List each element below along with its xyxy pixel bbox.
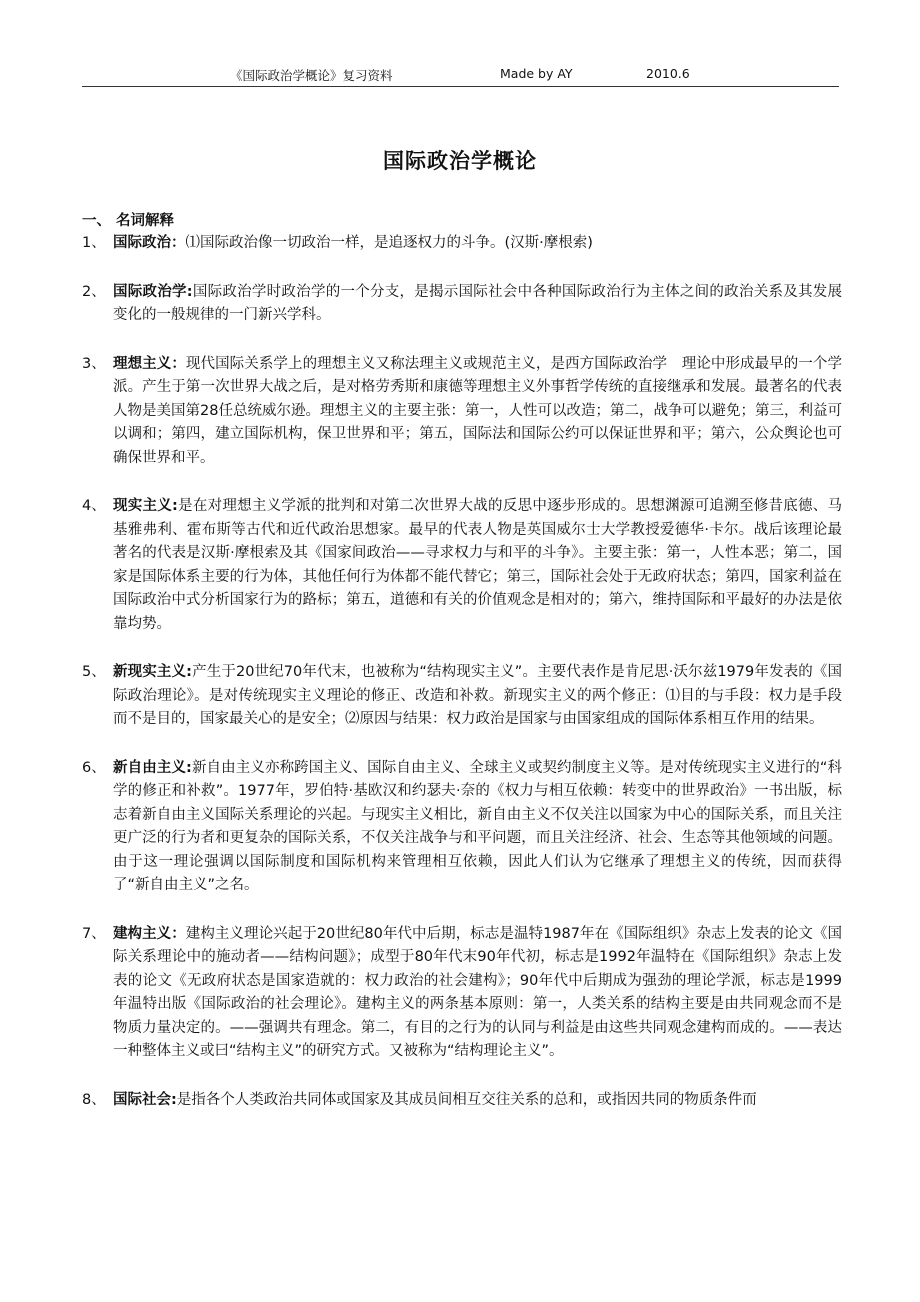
- item-separator: :: [172, 498, 178, 514]
- item-number: 5、: [82, 664, 106, 680]
- list-item: [82, 353, 842, 471]
- page-title: 国际政治学概论: [383, 149, 537, 173]
- item-text: 产生于20世纪70年代末，也被称为“结构现实主义”。主要代表作是肯尼思·沃尔兹1979年发表的《国际政治理论》。是对传统现实主义理论的修正、改造和补救。新现实主义的两个修正：⑴目的与手段：权力是手段而不是目的，国家最关心的是安全；⑵原因与结果：权力政治是国家与由国家组成的国际体系相互作用的结果。: [113, 664, 842, 727]
- item-term: 国际政治: [113, 235, 171, 251]
- item-text: ⑴国际政治像一切政治一样，是追逐权力的斗争。(汉斯·摩根索): [185, 235, 593, 251]
- item-separator: ：: [171, 355, 186, 372]
- item-separator: :: [186, 283, 193, 300]
- item-text: 现代国际关系学上的理想主义又称法理主义或规范主义，是西方国际政治学 理论中形成最早的一个学派。产生于第一次世界大战之后，是对格劳秀斯和康德等理想主义外事哲学传统的直接继承和发展。最著名的代表人物是美国第28任总统威尔逊。理想主义的主要主张：第一，人性可以改造；第二，战争可以避免；第三，利益可以调和；第四，建立国际机构，保卫世界和平；第五，国际法和国际公约可以保证世界和平；第六，公众舆论也可确保世界和平。: [113, 355, 843, 466]
- item-number: 6、: [82, 759, 106, 776]
- list-item: [82, 495, 842, 636]
- item-term: 现实主义: [113, 498, 173, 514]
- header-author: Made by AY: [500, 66, 573, 81]
- item-term: 国际政治学: [113, 283, 187, 300]
- item-term: 理想主义: [113, 355, 172, 372]
- item-number: 3、: [82, 355, 106, 372]
- term-list: [82, 232, 842, 1137]
- item-term: 新自由主义: [113, 759, 187, 776]
- item-text: 是指各个人类政治共同体或国家及其成员间相互交往关系的总和，或指因共同的物质条件而: [176, 1091, 757, 1108]
- item-term: 新现实主义: [113, 664, 187, 680]
- item-term: 国际社会: [113, 1091, 171, 1108]
- item-text: 建构主义理论兴起于20世纪80年代中后期，标志是温特1987年在《国际组织》杂志上发表的论文《国际关系理论中的施动者——结构问题》；成型于80年代末90年代初，标志是1992年温特在《国际组织》杂志上发表的论文《无政府状态是国家造就的：权力政治的社会建构》；90年代中后期成为强劲的理论学派，标志是1999年温特出版《国际政治的社会理论》。建构主义的两条基本原则：第一，人类关系的结构主要是由共同观念而不是物质力量决定的。——强调共有理念。第二，有目的之行为的认同与利益是由这些共同观念建构而成的。——表达一种整体主义或曰“结构主义”的研究方式。又被称为“结构理论主义”。: [113, 925, 842, 1059]
- item-text: 是在对理想主义学派的批判和对第二次世界大战的反思中逐步形成的。思想渊源可追溯至修昔底德、马基雅弗利、霍布斯等古代和近代政治思想家。最早的代表人物是英国威尔士大学教授爱德华·卡尔。战后该理论最著名的代表是汉斯·摩根索及其《国家间政治——寻求权力与和平的斗争》。主要主张：第一，人性本恶；第二，国家是国际体系主要的行为体，其他任何行为体都不能代替它；第三，国际社会处于无政府状态；第四，国家利益在国际政治中式分析国家行为的路标；第五，道德和有关的价值观念是相对的；第六，维持国际和平最好的办法是依靠均势。: [113, 498, 843, 632]
- list-item: [82, 923, 842, 1064]
- item-separator: :: [171, 1091, 177, 1108]
- header-doc-title: 《国际政治学概论》复习资料: [230, 68, 393, 83]
- list-item: [82, 757, 842, 898]
- item-number: 1、: [82, 235, 106, 251]
- item-separator: ：: [171, 925, 186, 942]
- list-item: [82, 281, 842, 328]
- item-number: 8、: [82, 1091, 106, 1108]
- item-text: 新自由主义亦称跨国主义、国际自由主义、全球主义或契约制度主义等。是对传统现实主义进行的“科学的修正和补救”。1977年，罗伯特·基欧汉和约瑟夫·奈的《权力与相互依赖：转变中的世界政治》一书出版，标志着新自由主义国际关系理论的兴起。与现实主义相比，新自由主义不仅关注以国家为中心的国际关系，而且关注更广泛的行为者和更复杂的国际关系，不仅关注战争与和平问题，而且关注经济、社会、生态等其他领域的问题。由于这一理论强调以国际制度和国际机构来管理相互依赖，因此人们认为它继承了理想主义的传统，因而获得了“新自由主义”之名。: [113, 759, 843, 893]
- item-number: 2、: [82, 283, 106, 300]
- item-separator: :: [186, 759, 192, 776]
- section-heading: 一、 名词解释: [82, 213, 175, 229]
- item-separator: ：: [171, 235, 186, 251]
- item-term: 建构主义: [113, 925, 172, 942]
- list-item: [82, 661, 842, 732]
- item-text: 国际政治学时政治学的一个分支，是揭示国际社会中各种国际政治行为主体之间的政治关系及其发展变化的一般规律的一门新兴学科。: [113, 283, 842, 323]
- header-date: 2010.6: [646, 66, 690, 81]
- list-item: [82, 1089, 842, 1113]
- item-separator: :: [186, 664, 192, 680]
- page-header: [82, 66, 839, 87]
- item-number: 4、: [82, 498, 106, 514]
- item-number: 7、: [82, 925, 106, 942]
- list-item: [82, 232, 842, 256]
